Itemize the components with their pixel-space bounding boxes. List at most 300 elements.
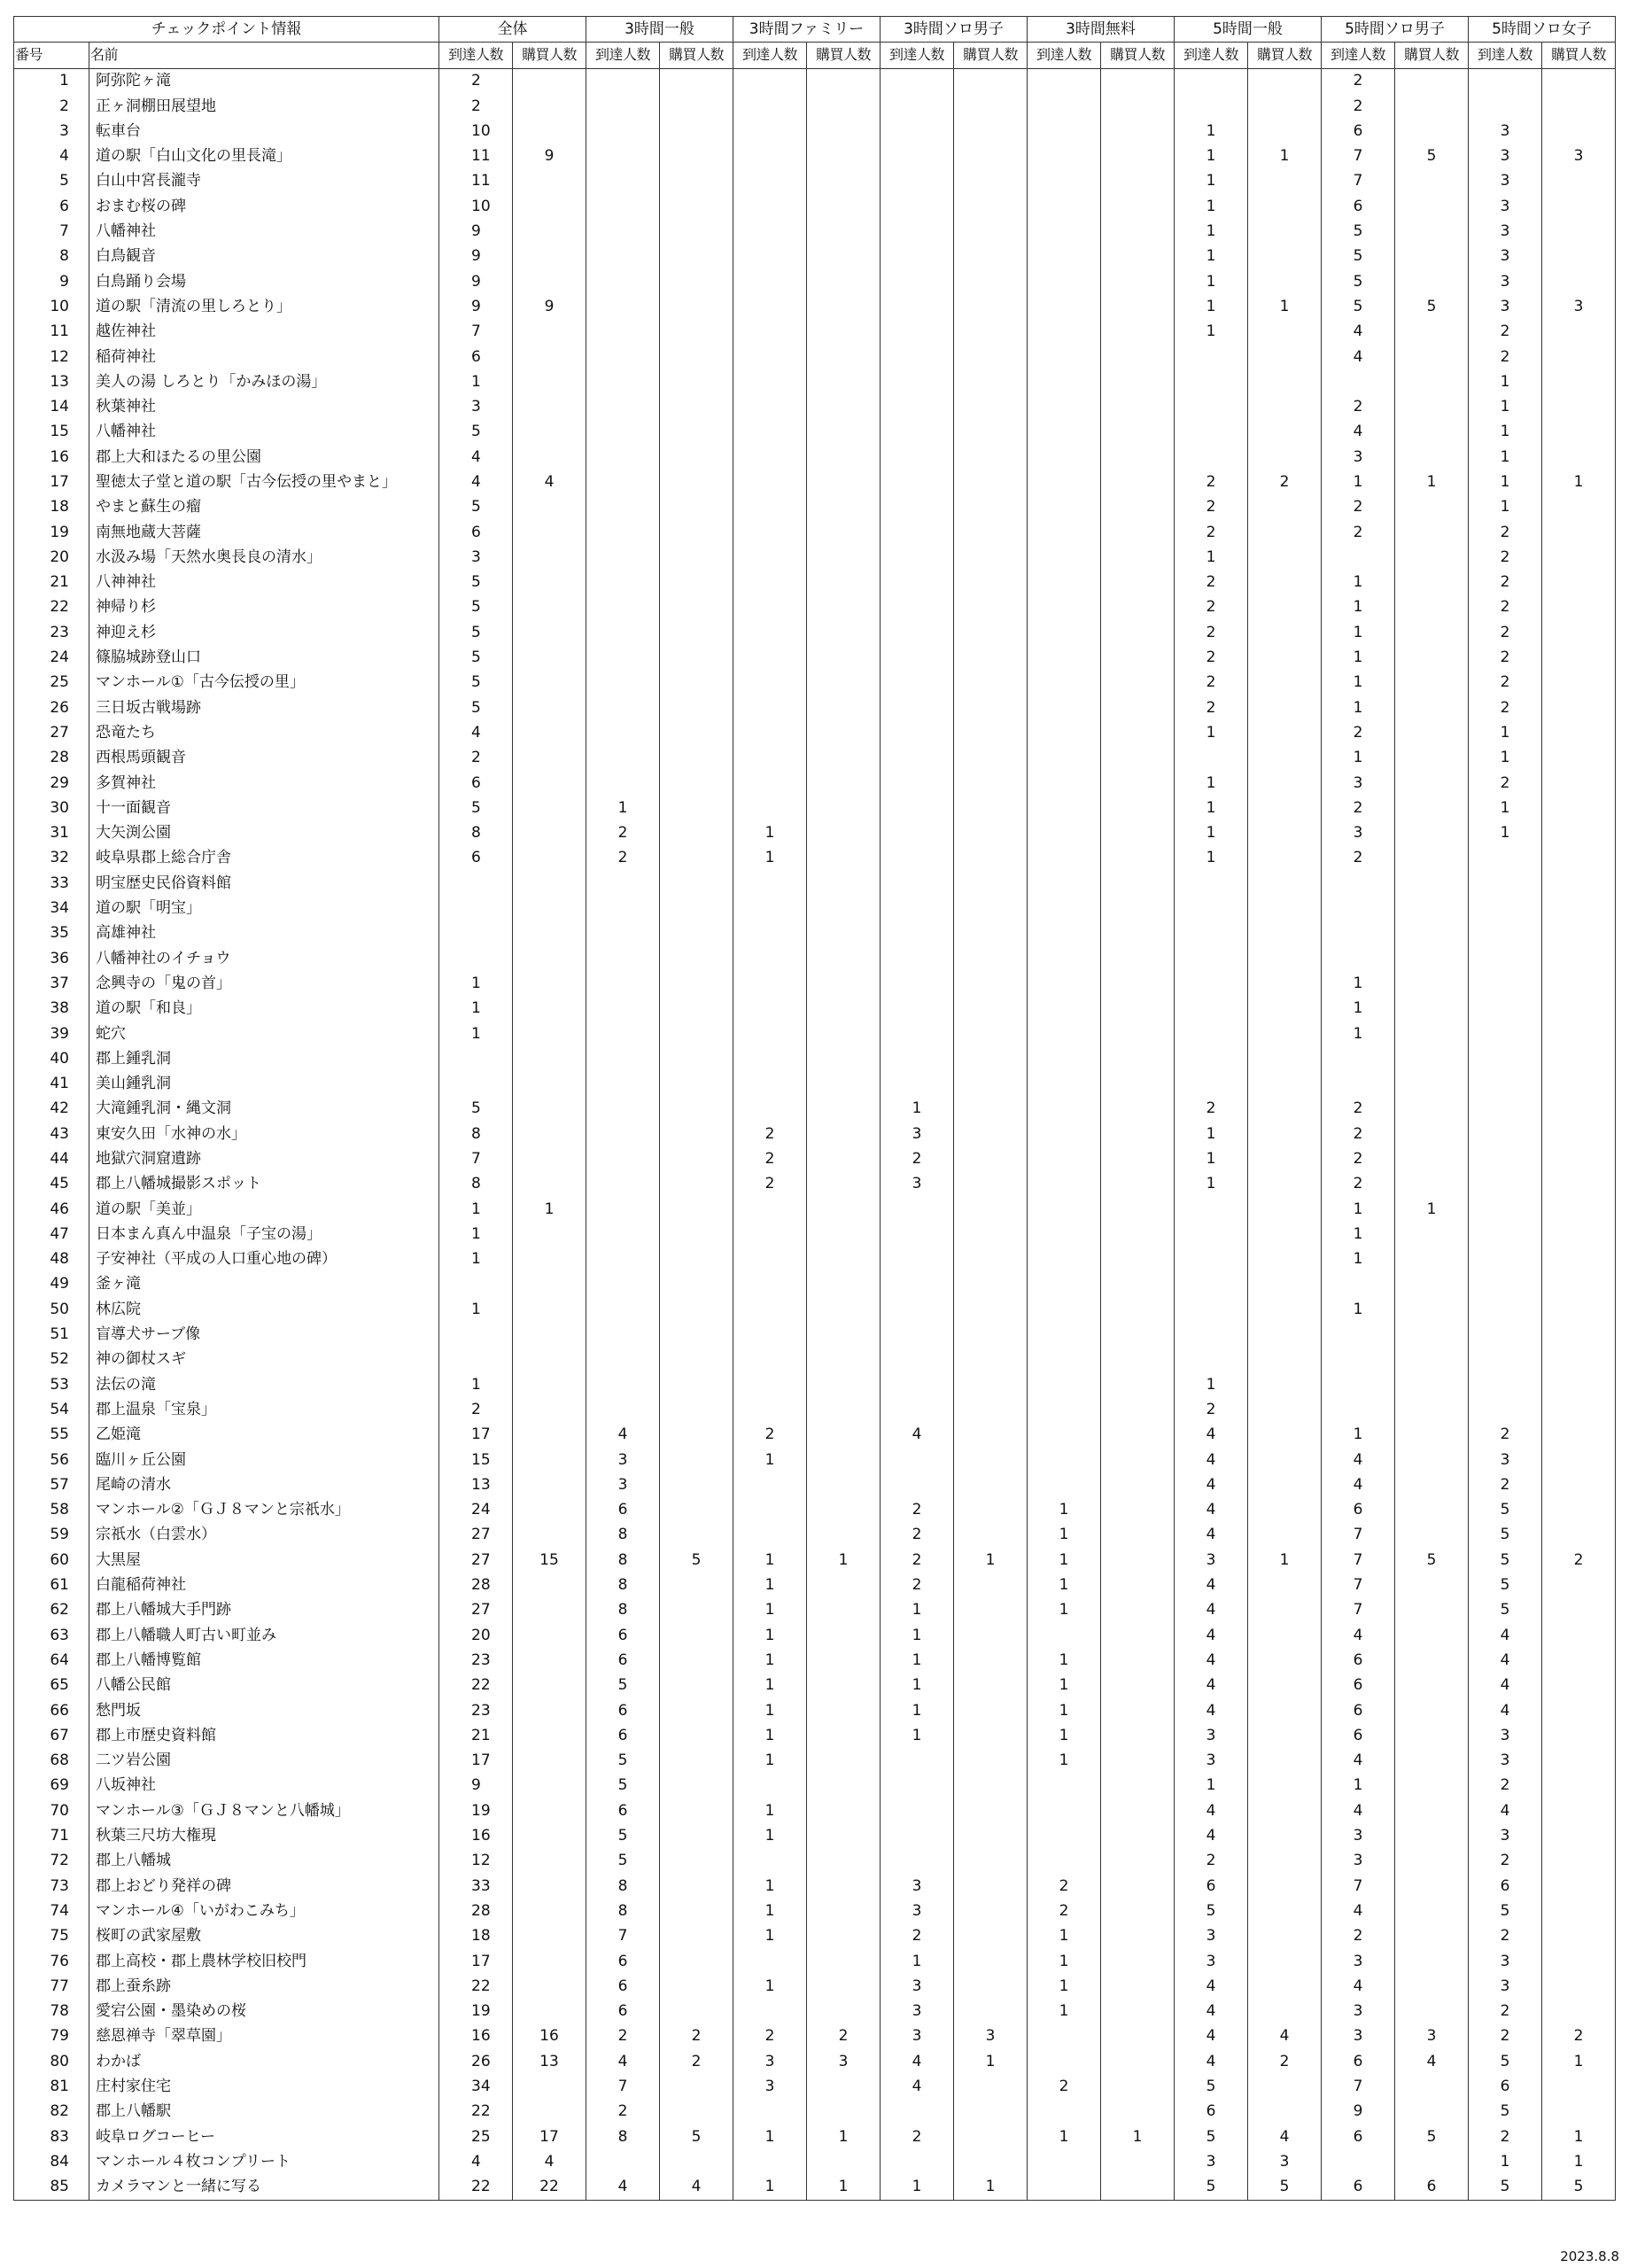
purchased-count-cell bbox=[660, 1748, 733, 1773]
purchased-count-cell bbox=[513, 720, 586, 745]
purchased-count-cell: 2 bbox=[807, 2024, 881, 2049]
purchased-count-cell bbox=[1395, 1723, 1469, 1748]
reached-count-cell: 2 bbox=[439, 1397, 513, 1422]
reached-count-cell: 1 bbox=[1175, 245, 1248, 269]
purchased-count-cell bbox=[807, 245, 881, 269]
purchased-count-cell bbox=[660, 1448, 733, 1472]
reached-count-cell bbox=[586, 420, 660, 445]
checkpoint-number: 49 bbox=[14, 1272, 89, 1297]
reached-count-cell: 23 bbox=[439, 1648, 513, 1673]
purchased-count-cell bbox=[1248, 1222, 1322, 1247]
reached-count-cell: 4 bbox=[439, 445, 513, 470]
reached-count-cell bbox=[733, 1849, 807, 1874]
table-row bbox=[14, 144, 1616, 168]
reached-count-cell bbox=[881, 2149, 954, 2174]
reached-count-cell: 2 bbox=[1469, 1423, 1542, 1448]
purchased-count-cell bbox=[1248, 1397, 1322, 1422]
reached-count-cell: 6 bbox=[1322, 119, 1395, 144]
reached-count-cell: 1 bbox=[1469, 821, 1542, 846]
purchased-count-cell bbox=[807, 269, 881, 294]
reached-count-cell bbox=[881, 194, 954, 219]
reached-count-cell: 4 bbox=[1175, 1974, 1248, 1999]
reached-count-cell bbox=[1469, 68, 1542, 94]
reached-count-cell bbox=[1028, 746, 1101, 771]
checkpoint-number: 62 bbox=[14, 1598, 89, 1623]
purchased-count-cell bbox=[1101, 119, 1175, 144]
purchased-count-cell bbox=[807, 445, 881, 470]
reached-count-cell bbox=[1028, 119, 1101, 144]
reached-count-cell bbox=[1028, 2149, 1101, 2174]
purchased-count-cell: 5 bbox=[1395, 144, 1469, 168]
reached-count-cell bbox=[1175, 896, 1248, 920]
purchased-count-cell bbox=[954, 194, 1028, 219]
purchased-count-cell bbox=[513, 1222, 586, 1247]
table-row bbox=[14, 2124, 1616, 2149]
reached-count-cell: 3 bbox=[1469, 1974, 1542, 1999]
purchased-count-cell bbox=[660, 294, 733, 319]
purchased-count-cell bbox=[660, 1648, 733, 1673]
reached-count-cell: 2 bbox=[733, 2024, 807, 2049]
table-row bbox=[14, 294, 1616, 319]
checkpoint-number: 20 bbox=[14, 545, 89, 570]
reached-count-cell bbox=[439, 871, 513, 896]
purchased-count-cell bbox=[1101, 1924, 1175, 1949]
checkpoint-name: 八幡公民館 bbox=[89, 1674, 439, 1698]
checkpoint-name: 八坂神社 bbox=[89, 1774, 439, 1798]
reached-count-cell bbox=[733, 1472, 807, 1497]
reached-count-cell bbox=[586, 746, 660, 771]
purchased-count-cell bbox=[1101, 796, 1175, 820]
checkpoint-name: 大黒屋 bbox=[89, 1548, 439, 1573]
purchased-count-cell: 1 bbox=[1248, 1548, 1322, 1573]
checkpoint-number: 34 bbox=[14, 896, 89, 920]
table-row bbox=[14, 796, 1616, 820]
purchased-count-cell bbox=[1101, 1071, 1175, 1096]
purchased-count-cell bbox=[1248, 1823, 1322, 1848]
checkpoint-name: 南無地蔵大菩薩 bbox=[89, 520, 439, 545]
reached-count-cell: 1 bbox=[1175, 269, 1248, 294]
reached-count-cell bbox=[439, 896, 513, 920]
checkpoint-name: 高雄神社 bbox=[89, 921, 439, 946]
reached-count-cell: 1 bbox=[733, 1573, 807, 1597]
purchased-count-cell bbox=[954, 1999, 1028, 2023]
purchased-count-cell bbox=[513, 796, 586, 820]
purchased-count-cell bbox=[1101, 921, 1175, 946]
reached-count-cell bbox=[1028, 1172, 1101, 1197]
reached-count-cell: 7 bbox=[1322, 1874, 1395, 1899]
reached-count-cell: 2 bbox=[1175, 1849, 1248, 1874]
reached-count-cell bbox=[733, 620, 807, 645]
reached-count-cell bbox=[586, 545, 660, 570]
table-row bbox=[14, 94, 1616, 119]
reached-count-cell: 2 bbox=[1322, 68, 1395, 94]
table-row bbox=[14, 219, 1616, 244]
reached-count-cell: 1 bbox=[1175, 320, 1248, 345]
reached-count-cell bbox=[586, 294, 660, 319]
reached-count-cell: 4 bbox=[1175, 1674, 1248, 1698]
purchased-count-cell bbox=[954, 520, 1028, 545]
reached-count-cell bbox=[1028, 2024, 1101, 2049]
purchased-count-cell bbox=[1395, 846, 1469, 871]
purchased-count-cell bbox=[1542, 1723, 1616, 1748]
purchased-count-cell bbox=[513, 345, 586, 369]
reached-count-cell bbox=[439, 1322, 513, 1347]
name-column-header: 名前 bbox=[89, 43, 439, 68]
table-row bbox=[14, 445, 1616, 470]
reached-count-cell bbox=[586, 1197, 660, 1222]
reached-count-cell: 6 bbox=[586, 1974, 660, 1999]
reached-count-cell: 1 bbox=[1175, 545, 1248, 570]
purchased-count-cell bbox=[1101, 169, 1175, 194]
checkpoint-number: 13 bbox=[14, 369, 89, 394]
purchased-count-cell bbox=[1542, 2074, 1616, 2099]
purchased-count-cell bbox=[807, 1322, 881, 1347]
purchased-count-cell bbox=[807, 997, 881, 1021]
purchased-count-cell bbox=[1101, 1698, 1175, 1723]
reached-count-cell: 8 bbox=[586, 1899, 660, 1923]
reached-count-cell: 11 bbox=[439, 144, 513, 168]
purchased-count-cell bbox=[1101, 746, 1175, 771]
table-row bbox=[14, 1974, 1616, 1999]
table-row bbox=[14, 394, 1616, 419]
purchased-count-cell bbox=[1101, 445, 1175, 470]
checkpoint-number: 52 bbox=[14, 1348, 89, 1372]
purchased-count-cell bbox=[1542, 1046, 1616, 1071]
table-row bbox=[14, 896, 1616, 920]
reached-count-cell: 1 bbox=[1469, 720, 1542, 745]
checkpoint-number: 53 bbox=[14, 1372, 89, 1397]
reached-count-cell bbox=[881, 1372, 954, 1397]
purchased-count-cell bbox=[1101, 1648, 1175, 1673]
table-row bbox=[14, 1197, 1616, 1222]
reached-count-cell: 2 bbox=[1175, 620, 1248, 645]
reached-count-cell: 2 bbox=[1322, 846, 1395, 871]
reached-count-cell: 1 bbox=[1322, 695, 1395, 720]
purchased-count-cell bbox=[1101, 68, 1175, 94]
reached-count-cell bbox=[1322, 1397, 1395, 1422]
purchased-count-cell bbox=[1248, 1698, 1322, 1723]
purchased-count-cell bbox=[660, 1146, 733, 1171]
purchased-count-cell bbox=[1248, 1297, 1322, 1322]
table-row bbox=[14, 1122, 1616, 1146]
reached-count-cell bbox=[1028, 169, 1101, 194]
group-header: 5時間一般 bbox=[1175, 17, 1322, 43]
purchased-count-cell bbox=[1101, 971, 1175, 996]
reached-count-cell bbox=[439, 1272, 513, 1297]
checkpoint-number: 56 bbox=[14, 1448, 89, 1472]
reached-count-cell: 7 bbox=[439, 320, 513, 345]
purchased-count-cell bbox=[807, 1046, 881, 1071]
purchased-count-cell bbox=[954, 1648, 1028, 1673]
reached-count-cell bbox=[1175, 746, 1248, 771]
reached-count-cell: 3 bbox=[881, 1899, 954, 1923]
reached-count-cell: 2 bbox=[1028, 1874, 1101, 1899]
checkpoint-name: 郡上八幡城大手門跡 bbox=[89, 1598, 439, 1623]
purchased-count-cell bbox=[1395, 1674, 1469, 1698]
purchased-count-cell bbox=[1248, 219, 1322, 244]
purchased-count-cell bbox=[1101, 1774, 1175, 1798]
reached-count-cell: 3 bbox=[1469, 194, 1542, 219]
reached-count-cell: 22 bbox=[439, 1674, 513, 1698]
reached-count-cell: 10 bbox=[439, 119, 513, 144]
reached-count-cell: 1 bbox=[1028, 1698, 1101, 1723]
reached-count-cell bbox=[733, 194, 807, 219]
reached-count-cell: 4 bbox=[439, 470, 513, 494]
reached-count-cell bbox=[881, 1071, 954, 1096]
purchased-count-cell bbox=[660, 68, 733, 94]
checkpoint-number: 79 bbox=[14, 2024, 89, 2049]
reached-count-cell: 5 bbox=[586, 1823, 660, 1848]
reached-count-cell: 6 bbox=[439, 345, 513, 369]
purchased-count-cell: 3 bbox=[954, 2024, 1028, 2049]
reached-count-cell bbox=[586, 219, 660, 244]
reached-count-cell: 22 bbox=[439, 1974, 513, 1999]
reached-count-cell bbox=[733, 94, 807, 119]
reached-count-cell bbox=[1469, 1297, 1542, 1322]
purchased-count-cell bbox=[954, 1899, 1028, 1923]
reached-count-cell: 1 bbox=[439, 971, 513, 996]
purchased-count-cell: 1 bbox=[1542, 2049, 1616, 2074]
reached-count-cell bbox=[1175, 369, 1248, 394]
purchased-count-cell bbox=[513, 1247, 586, 1272]
reached-count-cell: 20 bbox=[439, 1623, 513, 1648]
purchased-count-cell bbox=[807, 94, 881, 119]
purchased-count-cell bbox=[513, 94, 586, 119]
reached-count-cell bbox=[733, 420, 807, 445]
reached-count-cell: 3 bbox=[1469, 1748, 1542, 1773]
reached-count-cell bbox=[881, 545, 954, 570]
purchased-count-cell bbox=[807, 194, 881, 219]
purchased-count-cell bbox=[1101, 620, 1175, 645]
purchased-count-cell bbox=[513, 1146, 586, 1171]
checkpoint-name: 岐阜県郡上総合庁舎 bbox=[89, 846, 439, 871]
reached-count-cell: 24 bbox=[439, 1498, 513, 1523]
purchased-count-cell bbox=[660, 1222, 733, 1247]
reached-count-cell bbox=[733, 2149, 807, 2174]
reached-count-cell: 2 bbox=[733, 1423, 807, 1448]
reached-count-cell: 6 bbox=[586, 1623, 660, 1648]
reached-count-cell: 2 bbox=[1175, 495, 1248, 520]
reached-count-cell bbox=[881, 997, 954, 1021]
table-row bbox=[14, 1297, 1616, 1322]
reached-count-cell: 1 bbox=[733, 1823, 807, 1848]
checkpoint-number: 47 bbox=[14, 1222, 89, 1247]
reached-count-cell: 2 bbox=[1322, 720, 1395, 745]
purchased-count-cell bbox=[1395, 571, 1469, 595]
checkpoint-name: 転車台 bbox=[89, 119, 439, 144]
checkpoint-number: 33 bbox=[14, 871, 89, 896]
reached-count-cell: 4 bbox=[1175, 1448, 1248, 1472]
reached-count-cell: 1 bbox=[586, 796, 660, 820]
purchased-count-cell bbox=[660, 821, 733, 846]
checkpoint-name: 二ツ岩公園 bbox=[89, 1748, 439, 1773]
reached-count-cell: 1 bbox=[439, 1372, 513, 1397]
purchased-count-cell bbox=[660, 1021, 733, 1046]
reached-count-cell bbox=[1028, 1774, 1101, 1798]
purchased-count-cell bbox=[954, 1674, 1028, 1698]
purchased-count-cell bbox=[1542, 545, 1616, 570]
reached-count-cell: 5 bbox=[586, 1748, 660, 1773]
reached-count-cell: 2 bbox=[881, 1573, 954, 1597]
reached-count-cell: 3 bbox=[1322, 1823, 1395, 1848]
purchased-count-cell: 2 bbox=[660, 2049, 733, 2074]
reached-count-cell: 1 bbox=[439, 1197, 513, 1222]
purchased-count-cell bbox=[807, 1849, 881, 1874]
table-row bbox=[14, 345, 1616, 369]
purchased-count-cell bbox=[1395, 695, 1469, 720]
purchased-count-cell bbox=[1542, 345, 1616, 369]
reached-count-cell bbox=[1028, 545, 1101, 570]
table-row bbox=[14, 269, 1616, 294]
purchased-count-cell bbox=[1542, 495, 1616, 520]
checkpoint-number: 32 bbox=[14, 846, 89, 871]
reached-count-cell bbox=[1028, 896, 1101, 920]
purchased-count-cell bbox=[1542, 194, 1616, 219]
purchased-count-cell bbox=[1542, 1674, 1616, 1698]
checkpoint-number: 78 bbox=[14, 1999, 89, 2023]
purchased-count-cell bbox=[513, 1372, 586, 1397]
checkpoint-name: 聖徳太子堂と道の駅「古今伝授の里やまと」 bbox=[89, 470, 439, 494]
purchased-count-cell bbox=[807, 1372, 881, 1397]
checkpoint-number: 1 bbox=[14, 68, 89, 94]
checkpoint-name: 釜ヶ滝 bbox=[89, 1272, 439, 1297]
reached-count-cell bbox=[586, 946, 660, 971]
purchased-count-cell bbox=[954, 545, 1028, 570]
reached-count-cell: 4 bbox=[439, 2149, 513, 2174]
reached-count-cell: 4 bbox=[1175, 1648, 1248, 1673]
reached-count-cell: 6 bbox=[586, 1999, 660, 2023]
reached-count-cell: 1 bbox=[439, 369, 513, 394]
purchased-count-cell bbox=[954, 394, 1028, 419]
reached-count-cell: 12 bbox=[439, 1849, 513, 1874]
reached-count-cell: 7 bbox=[1322, 1523, 1395, 1548]
reached-count-cell: 3 bbox=[1469, 269, 1542, 294]
checkpoint-number: 17 bbox=[14, 470, 89, 494]
reached-count-cell bbox=[733, 1272, 807, 1297]
checkpoint-number: 10 bbox=[14, 294, 89, 319]
purchased-count-cell bbox=[1248, 971, 1322, 996]
reached-count-cell bbox=[586, 1097, 660, 1122]
purchased-count-cell bbox=[513, 320, 586, 345]
purchased-count-cell bbox=[1101, 1999, 1175, 2023]
reached-count-cell: 1 bbox=[881, 1698, 954, 1723]
table-row bbox=[14, 2175, 1616, 2201]
purchased-count-cell bbox=[1542, 1247, 1616, 1272]
purchased-count-cell: 1 bbox=[807, 2175, 881, 2201]
purchased-count-cell bbox=[660, 119, 733, 144]
purchased-count-cell bbox=[513, 1974, 586, 1999]
reached-count-cell bbox=[586, 896, 660, 920]
purchased-count-cell bbox=[1101, 1849, 1175, 1874]
reached-count-cell: 1 bbox=[1322, 571, 1395, 595]
purchased-count-cell bbox=[1248, 1021, 1322, 1046]
reached-column-header: 到達人数 bbox=[733, 43, 807, 68]
purchased-count-cell bbox=[1101, 144, 1175, 168]
purchased-column-header: 購買人数 bbox=[1395, 43, 1469, 68]
checkpoint-name: 神迎え杉 bbox=[89, 620, 439, 645]
reached-count-cell bbox=[733, 595, 807, 620]
reached-count-cell bbox=[1469, 896, 1542, 920]
table-row bbox=[14, 1222, 1616, 1247]
reached-count-cell: 3 bbox=[881, 1999, 954, 2023]
reached-count-cell bbox=[733, 645, 807, 670]
reached-count-cell bbox=[733, 1774, 807, 1798]
purchased-count-cell bbox=[807, 1598, 881, 1623]
purchased-count-cell bbox=[513, 169, 586, 194]
checkpoint-number: 61 bbox=[14, 1573, 89, 1597]
reached-count-cell: 2 bbox=[881, 1146, 954, 1171]
purchased-count-cell bbox=[513, 821, 586, 846]
purchased-column-header: 購買人数 bbox=[1248, 43, 1322, 68]
reached-count-cell: 1 bbox=[733, 1723, 807, 1748]
checkpoint-name: 郡上八幡城 bbox=[89, 1849, 439, 1874]
reached-count-cell: 1 bbox=[1175, 720, 1248, 745]
reached-count-cell: 1 bbox=[1469, 495, 1542, 520]
reached-count-cell bbox=[586, 445, 660, 470]
reached-count-cell bbox=[1028, 1046, 1101, 1071]
reached-count-cell: 1 bbox=[1175, 1172, 1248, 1197]
purchased-count-cell bbox=[807, 294, 881, 319]
reached-count-cell bbox=[586, 1272, 660, 1297]
table-row bbox=[14, 2024, 1616, 2049]
purchased-count-cell bbox=[1542, 1924, 1616, 1949]
purchased-count-cell bbox=[1248, 1523, 1322, 1548]
purchased-count-cell bbox=[1542, 671, 1616, 695]
checkpoint-name: 白龍稲荷神社 bbox=[89, 1573, 439, 1597]
purchased-count-cell bbox=[660, 1322, 733, 1347]
reached-count-cell: 2 bbox=[733, 1146, 807, 1171]
checkpoint-number: 6 bbox=[14, 194, 89, 219]
checkpoint-number: 81 bbox=[14, 2074, 89, 2099]
purchased-count-cell bbox=[1101, 671, 1175, 695]
purchased-count-cell bbox=[1248, 1874, 1322, 1899]
purchased-count-cell bbox=[513, 645, 586, 670]
purchased-count-cell bbox=[1101, 520, 1175, 545]
purchased-count-cell bbox=[660, 1297, 733, 1322]
table-body bbox=[14, 68, 1616, 2200]
purchased-count-cell bbox=[1101, 1247, 1175, 1272]
reached-count-cell: 1 bbox=[881, 1648, 954, 1673]
reached-count-cell: 5 bbox=[1175, 2124, 1248, 2149]
purchased-count-cell bbox=[660, 1122, 733, 1146]
reached-count-cell: 8 bbox=[586, 1523, 660, 1548]
reached-count-cell: 4 bbox=[1322, 420, 1395, 445]
reached-count-cell bbox=[1175, 1197, 1248, 1222]
reached-count-cell: 2 bbox=[1175, 645, 1248, 670]
purchased-count-cell bbox=[513, 595, 586, 620]
purchased-count-cell bbox=[1248, 921, 1322, 946]
reached-count-cell: 6 bbox=[1469, 1874, 1542, 1899]
purchased-count-cell bbox=[1101, 2049, 1175, 2074]
checkpoint-number: 42 bbox=[14, 1097, 89, 1122]
reached-count-cell: 5 bbox=[586, 1774, 660, 1798]
purchased-count-cell bbox=[1542, 394, 1616, 419]
purchased-count-cell bbox=[1542, 1573, 1616, 1597]
checkpoint-name: 秋葉神社 bbox=[89, 394, 439, 419]
purchased-count-cell bbox=[1395, 720, 1469, 745]
purchased-count-cell bbox=[1395, 1397, 1469, 1422]
purchased-count-cell bbox=[807, 119, 881, 144]
reached-count-cell bbox=[881, 595, 954, 620]
reached-count-cell bbox=[586, 1372, 660, 1397]
checkpoint-number: 28 bbox=[14, 746, 89, 771]
reached-count-cell: 5 bbox=[439, 595, 513, 620]
purchased-count-cell bbox=[660, 1573, 733, 1597]
purchased-count-cell bbox=[513, 1598, 586, 1623]
purchased-count-cell bbox=[1395, 1623, 1469, 1648]
reached-count-cell bbox=[881, 1397, 954, 1422]
table-row bbox=[14, 720, 1616, 745]
